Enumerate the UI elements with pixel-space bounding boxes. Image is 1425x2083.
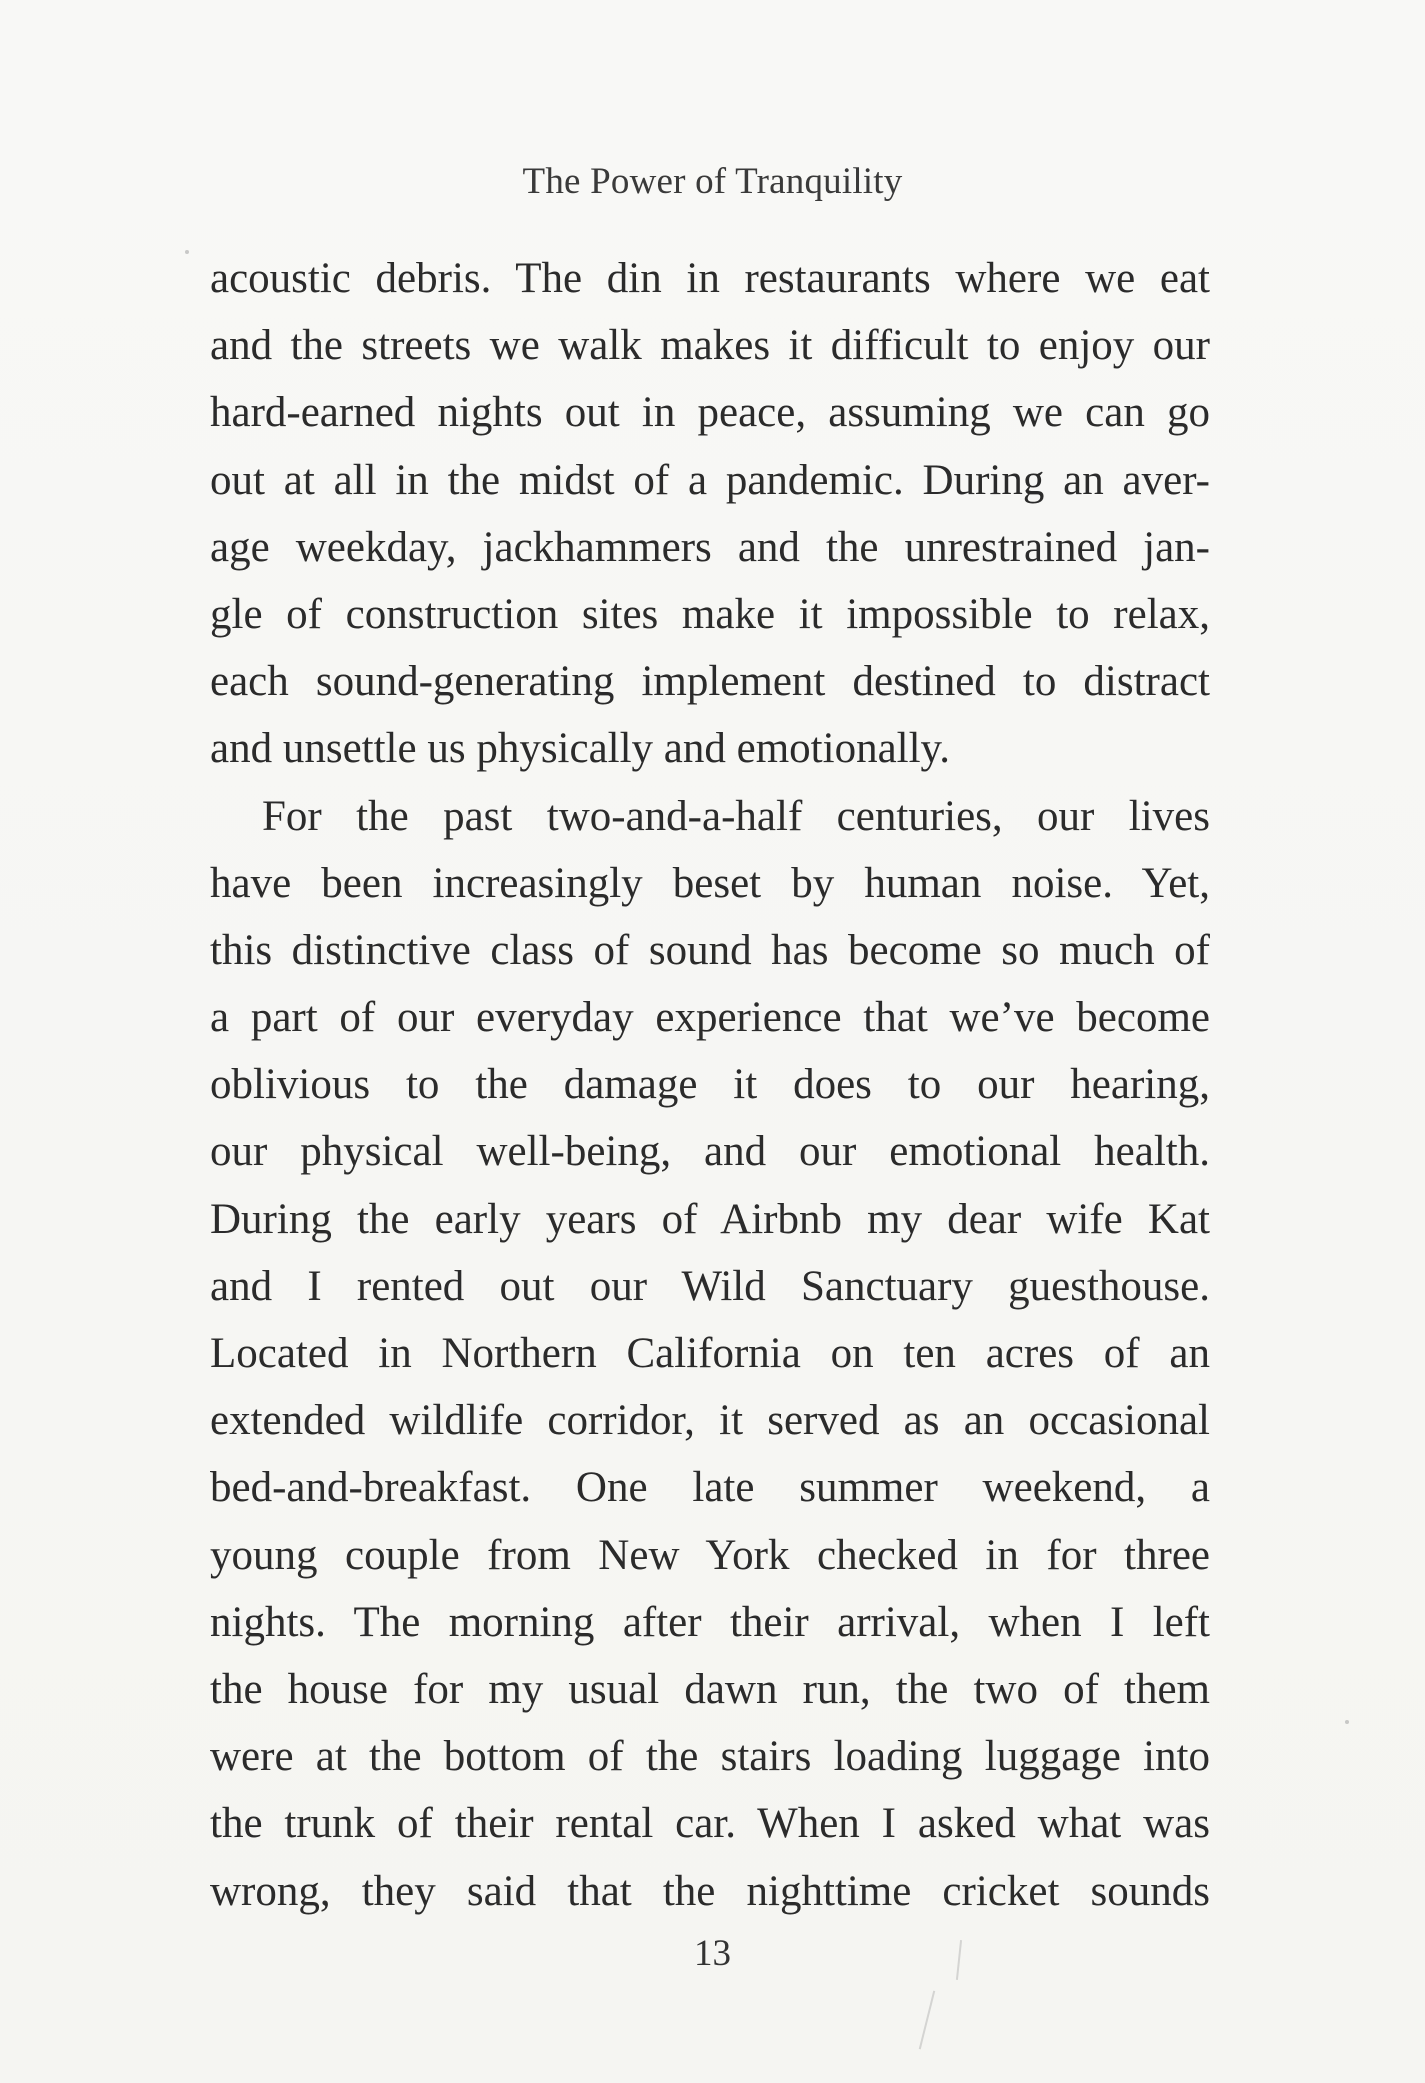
text-line: During the early years of Airbnb my dear wife Kat [210,1195,1210,1243]
text-line: nights. The morning after their arrival, when I left [210,1598,1210,1646]
text-line: and I rented out our Wild Sanctuary guesthouse. [210,1262,1210,1310]
text-line: wrong, they said that the nighttime cricket sounds [210,1867,1210,1915]
scan-speck [1345,1720,1349,1724]
text-line: each sound-generating implement destined to distract [210,658,1210,706]
text-line: the house for my usual dawn run, the two of them [210,1665,1210,1713]
text-line: and the streets we walk makes it difficult to enjoy our [210,322,1210,370]
text-line: Located in Northern California on ten acres of an [210,1330,1210,1377]
text-line: the trunk of their rental car. When I asked what was [210,1800,1210,1848]
text-line: bed-and-breakfast. One late summer weekend, a [210,1464,1210,1512]
text-line: age weekday, jackhammers and the unrestrained jan- [210,523,1210,571]
text-line: extended wildlife corridor, it served as an occasional [210,1397,1210,1445]
text-line: have been increasingly beset by human noise. Yet, [210,859,1210,907]
scan-speck [185,250,189,254]
text-line: were at the bottom of the stairs loading luggage into [210,1733,1210,1781]
text-line: oblivious to the damage it does to our hearing, [210,1061,1210,1109]
running-head: The Power of Tranquility [522,161,903,202]
text-line: acoustic debris. The din in restaurants where we eat [210,255,1210,302]
text-line: this distinctive class of sound has become so much of [210,926,1210,974]
text-line: and unsettle us physically and emotionally. [210,725,951,773]
page-number: 13 [694,1933,731,1974]
text-line: a part of our everyday experience that we’ve become [210,994,1210,1042]
text-line: For the past two-and-a-half centuries, our lives [262,792,1210,840]
text-line: gle of construction sites make it impossible to relax, [210,590,1210,638]
text-line: young couple from New York checked in for three [210,1531,1210,1579]
text-line: hard-earned nights out in peace, assuming we can go [210,389,1210,437]
body-text [210,245,1210,1925]
text-line: our physical well-being, and our emotional health. [210,1128,1210,1176]
scan-scratch [919,1991,935,2050]
text-line: out at all in the midst of a pandemic. During an aver- [210,456,1210,504]
